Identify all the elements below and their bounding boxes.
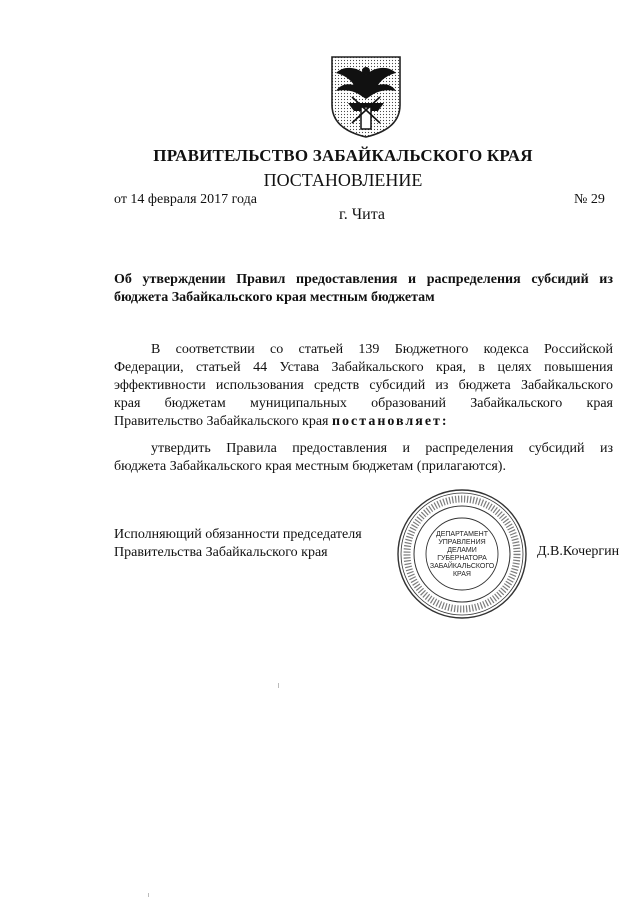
stamp-center-text bbox=[425, 531, 499, 579]
paragraph-basis bbox=[114, 341, 613, 431]
document-date: от 14 февраля 2017 года bbox=[114, 192, 257, 207]
stamp-line: КРАЯ bbox=[452, 571, 471, 578]
stamp-line: ГУБЕРНАТОРА bbox=[437, 555, 487, 562]
document-number: № 29 bbox=[574, 192, 605, 207]
paragraph-line: В соответствии со статьей 139 Бюджетного кодекса Российской bbox=[151, 342, 613, 357]
coat-of-arms-icon bbox=[328, 53, 404, 139]
heading-line: Об утверждении Правил предоставления и распределения субсидий из bbox=[114, 272, 613, 287]
paragraph-line: края бюджетам муниципальных образований Забайкальского края bbox=[114, 396, 613, 411]
position-line: Исполняющий обязанности председателя bbox=[114, 527, 362, 542]
decree-keyword: постановляет: bbox=[331, 414, 449, 429]
paragraph-line: эффективности использования средств субсидий из бюджета Забайкальского bbox=[114, 378, 613, 393]
paragraph-line bbox=[114, 413, 613, 431]
stamp-line: ДЕЛАМИ bbox=[447, 547, 477, 554]
government-title: ПРАВИТЕЛЬСТВО ЗАБАЙКАЛЬСКОГО КРАЯ bbox=[153, 146, 533, 165]
position-line: Правительства Забайкальского края bbox=[114, 545, 328, 560]
paragraph-line: Федерации, статьей 44 Устава Забайкальского края, в целях повышения bbox=[114, 360, 613, 375]
document-type: ПОСТАНОВЛЕНИЕ bbox=[263, 170, 423, 190]
document-heading bbox=[114, 271, 613, 307]
paragraph-line: утвердить Правила предоставления и распределения субсидий из bbox=[151, 441, 613, 456]
paragraph-resolution bbox=[114, 440, 613, 476]
stamp-line: ЗАБАЙКАЛЬСКОГО bbox=[429, 563, 495, 570]
paragraph-line-text: Правительство Забайкальского края bbox=[114, 414, 329, 429]
signatory-name: Д.В.Кочергин bbox=[537, 544, 620, 559]
scan-speck bbox=[278, 683, 279, 688]
scan-speck bbox=[148, 893, 149, 897]
stamp-line: ДЕПАРТАМЕНТ bbox=[435, 531, 488, 538]
stamp-line: УПРАВЛЕНИЯ bbox=[438, 539, 486, 546]
document-city: г. Чита bbox=[338, 206, 385, 223]
paragraph-line: бюджета Забайкальского края местным бюджетам (прилагаются). bbox=[114, 459, 506, 474]
signatory-position bbox=[114, 526, 362, 562]
heading-line: бюджета Забайкальского края местным бюджетам bbox=[114, 290, 435, 305]
